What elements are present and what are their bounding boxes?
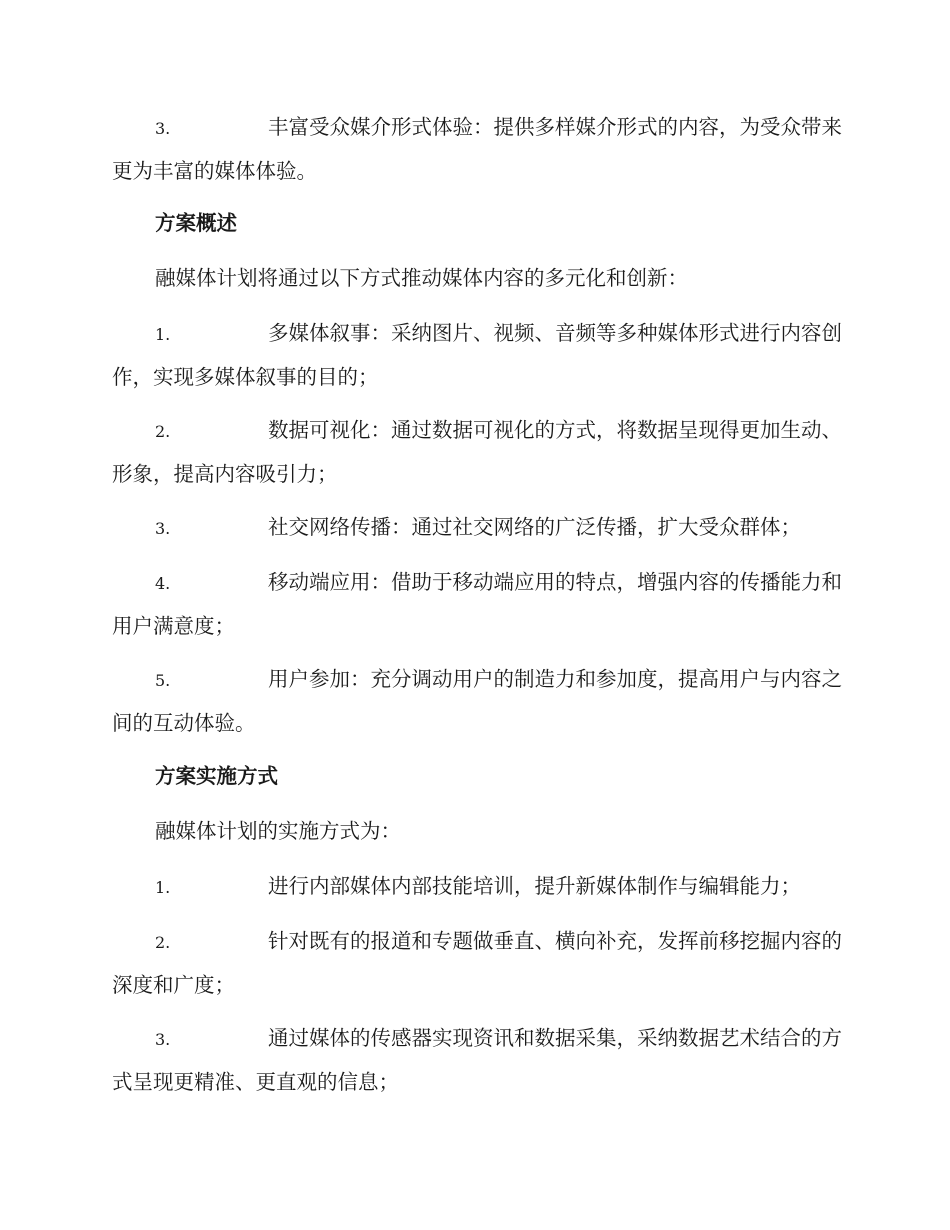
list-number: 2. [155, 933, 171, 952]
list-item-line [112, 658, 842, 702]
list-text: 通过媒体的传感器实现资讯和数据采集，采纳数据艺术结合的方 [268, 1026, 842, 1050]
list-number: 5. [155, 671, 171, 690]
section-heading: 方案概述 [155, 211, 237, 235]
list-item [112, 658, 842, 745]
list-item-line [112, 865, 834, 909]
list-text-continued: 更为丰富的媒体体验。 [112, 159, 317, 183]
list-item [112, 920, 842, 1007]
list-text: 进行内部媒体内部技能培训，提升新媒体制作与编辑能力； [268, 874, 801, 898]
list-item [112, 1017, 842, 1104]
list-number: 4. [155, 574, 171, 593]
list-number: 1. [155, 878, 171, 897]
list-text-continued: 作，实现多媒体叙事的目的； [112, 365, 379, 389]
list-text-continued: 深度和广度； [112, 973, 235, 997]
list-text: 社交网络传播：通过社交网络的广泛传播，扩大受众群体； [268, 515, 801, 539]
list-number: 3. [155, 1030, 171, 1049]
list-text: 数据可视化：通过数据可视化的方式，将数据呈现得更加生动、 [268, 418, 842, 442]
paragraph: 融媒体计划将通过以下方式推动媒体内容的多元化和创新： [155, 266, 688, 290]
list-item-line [112, 409, 842, 453]
list-text-continued: 间的互动体验。 [112, 711, 256, 735]
list-text: 丰富受众媒介形式体验：提供多样媒介形式的内容，为受众带来 [268, 115, 842, 139]
list-item [112, 409, 842, 496]
list-number: 3. [155, 519, 171, 538]
list-text-continued: 式呈现更精准、更直观的信息； [112, 1070, 399, 1094]
list-number: 3. [155, 119, 171, 138]
list-item-line [112, 561, 842, 605]
list-text-continued: 形象，提高内容吸引力； [112, 462, 338, 486]
list-item-line [112, 106, 842, 150]
list-item-line [112, 312, 842, 356]
list-text: 用户参加：充分调动用户的制造力和参加度，提高用户与内容之 [268, 667, 842, 691]
list-text: 针对既有的报道和专题做垂直、横向补充，发挥前移挖掘内容的 [268, 929, 842, 953]
list-text: 移动端应用：借助于移动端应用的特点，增强内容的传播能力和 [268, 570, 842, 594]
list-item-line [112, 920, 842, 964]
list-text: 多媒体叙事：采纳图片、视频、音频等多种媒体形式进行内容创 [268, 321, 842, 345]
list-item [112, 106, 842, 193]
section-heading: 方案实施方式 [155, 764, 278, 788]
list-item [112, 506, 834, 550]
list-item [112, 865, 834, 909]
paragraph: 融媒体计划的实施方式为： [155, 819, 401, 843]
list-number: 2. [155, 422, 171, 441]
list-number: 1. [155, 325, 171, 344]
list-item-line [112, 1017, 842, 1061]
list-text-continued: 用户满意度； [112, 614, 235, 638]
list-item-line [112, 506, 834, 550]
list-item [112, 561, 842, 648]
list-item [112, 312, 842, 399]
